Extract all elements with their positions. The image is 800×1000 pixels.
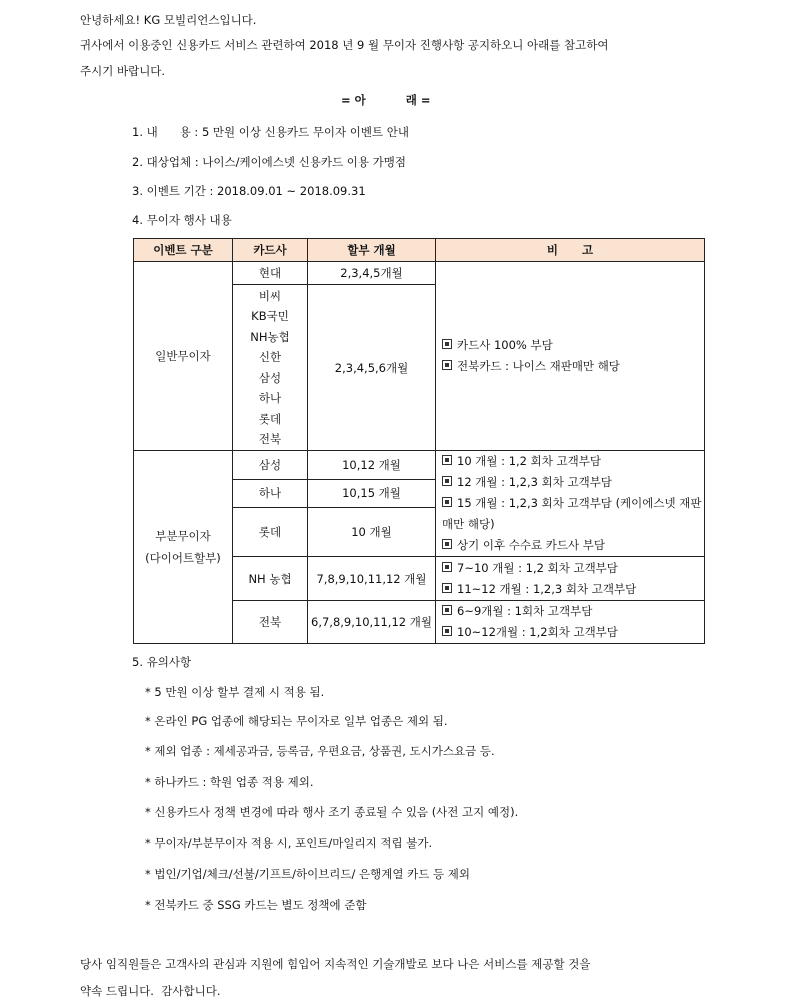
caution-item: * 전북카드 중 SSG 카드는 별도 정책에 준함 [145,898,367,912]
card-nh: NH 농협 [233,557,308,601]
item-period: 3. 이벤트 기간 : 2018.09.01 ~ 2018.09.31 [132,184,366,198]
jb-note-item: 10~12개월 : 1,2회차 고객부담 [442,622,704,643]
general-card-list [233,285,308,451]
card-name: 삼성 [258,370,282,385]
months-lotte: 10 개월 [308,508,436,557]
item-details: 4. 무이자 행사 내용 [132,213,232,227]
header-card-company: 카드사 [233,239,308,262]
intro-line-1: 귀사에서 이용중인 신용카드 서비스 관련하여 2018 년 9 월 무이자 진행사항 공지하오니 아래를 참고하여 [80,38,609,52]
card-name: 전북 [258,432,282,446]
intro-line-2: 주시기 바랍니다. [80,64,166,78]
item-content: 1. 내 용 : 5 만원 이상 신용카드 무이자 이벤트 안내 [132,125,409,139]
nh-notes [436,557,705,601]
caution-item: * 하나카드 : 학원 업종 적용 제외. [145,775,314,789]
card-hana: 하나 [233,479,308,508]
card-name: KB국민 [251,309,289,323]
caution-item: * 무이자/부분무이자 적용 시, 포인트/마일리지 적립 불가. [145,836,433,850]
card-samsung: 삼성 [233,451,308,480]
card-hyundai: 현대 [233,262,308,285]
partial-label: 부분무이자 (다이어트할부) [134,451,233,644]
months-hyundai: 2,3,4,5개월 [308,262,436,285]
months-samsung: 10,12 개월 [308,451,436,480]
item-target: 2. 대상업체 : 나이스/케이에스넷 신용카드 이용 가맹점 [132,155,406,169]
caution-item: * 법인/기업/체크/선불/기프트/하이브리드/ 은행계열 카드 등 제외 [145,867,470,881]
partial-notes [436,451,705,557]
checkbox-icon [442,605,452,615]
jb-note-item: 6~9개월 : 1회차 고객부담 [442,601,704,622]
checkbox-icon [442,476,452,486]
caution-item: * 5 만원 이상 할부 결제 시 적용 됨. [145,685,325,699]
nh-note-item: 11~12 개월 : 1,2,3 회차 고객부담 [442,579,704,600]
caution-item: * 신용카드사 정책 변경에 따라 행사 조기 종료될 수 있음 (사전 고지 예정). [145,805,519,819]
general-note-item: 전북카드 : 나이스 재판매만 해당 [442,356,704,377]
caution-item: * 온라인 PG 업종에 해당되는 무이자로 일부 업종은 제외 됨. [145,714,448,728]
greeting-text: 안녕하세요! KG 모빌리언스입니다. [80,13,257,27]
card-name: 롯데 [258,411,282,426]
general-note-item: 카드사 100% 부담 [442,335,704,356]
partial-note-item: 12 개월 : 1,2,3 회차 고객부담 [442,472,704,493]
checkbox-icon [442,583,452,593]
partial-note-item: 15 개월 : 1,2,3 회차 고객부담 (케이에스넷 재판매만 해당) [442,496,702,531]
checkbox-icon [442,497,452,507]
section-heading: = 아 래 = [341,93,431,107]
header-remarks: 비 고 [436,239,705,262]
card-name: 하나 [258,391,282,405]
card-name: 신한 [258,350,282,364]
checkbox-icon [442,539,452,549]
checkbox-icon [442,562,452,572]
general-notes [436,262,705,451]
checkbox-icon [442,626,452,636]
header-event-type: 이벤트 구분 [134,239,233,262]
jb-notes [436,601,705,644]
nh-note-item: 7~10 개월 : 1,2 회차 고객부담 [442,558,704,579]
months-hana: 10,15 개월 [308,479,436,508]
closing-line-1: 당사 임직원들은 고객사의 관심과 지원에 힘입어 지속적인 기술개발로 보다 나은 서비스를 제공할 것을 [80,957,591,971]
checkbox-icon [442,360,452,370]
cautions-title: 5. 유의사항 [132,655,192,669]
card-jeonbuk: 전북 [233,601,308,644]
caution-item: * 제외 업종 : 제세공과금, 등록금, 우편요금, 상품권, 도시가스요금 등. [145,744,495,758]
card-name: NH농협 [250,329,290,344]
general-label: 일반무이자 [134,262,233,451]
header-installment-months: 할부 개월 [308,239,436,262]
months-jeonbuk: 6,7,8,9,10,11,12 개월 [308,601,436,644]
months-nh: 7,8,9,10,11,12 개월 [308,557,436,601]
card-name: 비씨 [258,288,282,303]
partial-note-item: 10 개월 : 1,2 회차 고객부담 [442,451,704,472]
checkbox-icon [442,339,452,349]
partial-note-item: 상기 이후 수수료 카드사 부담 [442,535,704,556]
interest-free-table [133,238,705,644]
closing-line-2: 약속 드립니다. 감사합니다. [80,984,221,998]
months-general: 2,3,4,5,6개월 [308,285,436,451]
checkbox-icon [442,455,452,465]
card-lotte: 롯데 [233,508,308,557]
